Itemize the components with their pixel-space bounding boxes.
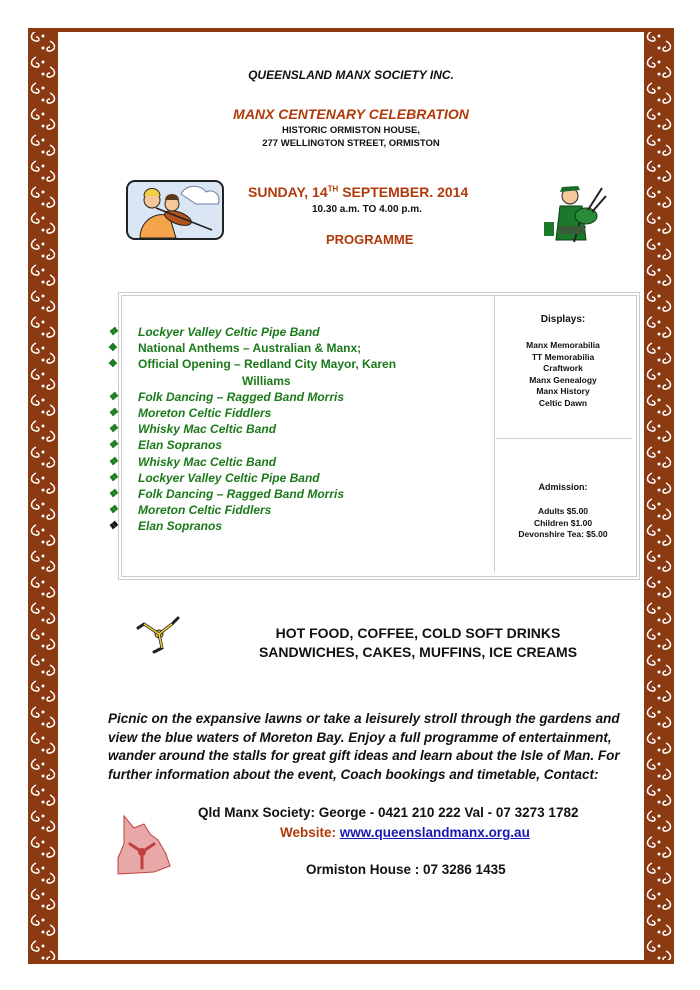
right-border-pattern bbox=[644, 28, 674, 964]
display-item: Craftwork bbox=[543, 363, 583, 373]
queensland-map-triskele-icon bbox=[114, 814, 172, 878]
website-line bbox=[280, 825, 640, 840]
programme-item: ❖ Moreton Celtic Fiddlers bbox=[108, 503, 272, 518]
venue-line-1: HISTORIC ORMISTON HOUSE, bbox=[282, 125, 420, 136]
admission-heading: Admission: bbox=[538, 482, 588, 492]
event-description: Picnic on the expansive lawns or take a leisurely stroll through the gardens and view the blue waters of Moreton Bay. Enjoy a full programme of entertainment, wander around the stalls for great gift ideas and learn about the Isle of Man. For further information about the event, Coach bookings and timetable, Contact: bbox=[108, 711, 620, 782]
programme-item: ❖ Moreton Celtic Fiddlers bbox=[108, 406, 272, 421]
diamond-bullet-icon: ❖ bbox=[108, 471, 118, 484]
triskele-icon bbox=[132, 614, 186, 654]
food-line-1: HOT FOOD, COFFEE, COLD SOFT DRINKS bbox=[275, 625, 561, 641]
left-scroll-ornament bbox=[28, 28, 58, 964]
programme-item: ❖ Elan Sopranos bbox=[108, 519, 223, 534]
display-item: Manx Memorabilia bbox=[526, 340, 600, 350]
admission-list bbox=[498, 506, 628, 541]
display-item: Manx Genealogy bbox=[529, 374, 597, 385]
displays-heading: Displays: bbox=[540, 314, 586, 325]
bagpiper-clipart-icon bbox=[540, 182, 608, 244]
programme-item: ❖ Lockyer Valley Celtic Pipe Band bbox=[108, 325, 320, 339]
diamond-bullet-icon: ❖ bbox=[108, 407, 118, 420]
event-date: SUNDAY, 14TH SEPTEMBER. 2014 bbox=[248, 184, 469, 200]
society-name: QUEENSLAND MANX SOCIETY INC. bbox=[248, 68, 454, 82]
programme-item: ❖ National Anthems – Australian & Manx; bbox=[108, 341, 362, 356]
diamond-bullet-icon: ❖ bbox=[108, 390, 118, 403]
programme-item: ❖ Official Opening – Redland City Mayor, Karen Williams bbox=[108, 357, 397, 388]
venue-line-2: 277 WELLINGTON STREET, ORMISTON bbox=[262, 138, 440, 149]
programme-item: ❖ Whisky Mac Celtic Band bbox=[108, 422, 277, 437]
diamond-bullet-icon: ❖ bbox=[108, 504, 118, 517]
diamond-bullet-icon: ❖ bbox=[108, 342, 118, 355]
diamond-bullet-icon: ❖ bbox=[108, 358, 118, 371]
diamond-bullet-icon: ❖ bbox=[108, 488, 118, 501]
admission-item: Devonshire Tea: $5.00 bbox=[518, 529, 608, 539]
programme-list bbox=[108, 324, 428, 535]
diamond-bullet-icon: ❖ bbox=[108, 326, 118, 338]
event-time: 10.30 a.m. TO 4.00 p.m. bbox=[312, 204, 422, 215]
food-line-2: SANDWICHES, CAKES, MUFFINS, ICE CREAMS bbox=[258, 644, 578, 660]
display-item: TT Memorabilia bbox=[531, 351, 595, 362]
venue-address bbox=[58, 124, 644, 150]
diamond-bullet-icon: ❖ bbox=[108, 423, 118, 436]
programme-item: ❖ Whisky Mac Celtic Band bbox=[108, 454, 277, 469]
programme-heading: PROGRAMME bbox=[326, 232, 414, 247]
admission-item: Adults $5.00 bbox=[537, 506, 589, 516]
diamond-bullet-icon: ❖ bbox=[108, 439, 118, 452]
bottom-border-line bbox=[28, 960, 674, 964]
food-offer bbox=[248, 624, 588, 662]
displays-list bbox=[498, 340, 628, 409]
flyer-content bbox=[58, 32, 644, 960]
programme-item: ❖ Elan Sopranos bbox=[108, 438, 223, 453]
fiddler-clipart-icon bbox=[126, 180, 224, 240]
programme-item: ❖ Lockyer Valley Celtic Pipe Band bbox=[108, 470, 320, 485]
website-label: Website: bbox=[280, 825, 337, 840]
ormiston-house-phone: Ormiston House : 07 3286 1435 bbox=[306, 862, 506, 877]
diamond-bullet-icon: ❖ bbox=[108, 455, 118, 468]
contact-phones: Qld Manx Society: George - 0421 210 222 Val - 07 3273 1782 bbox=[198, 805, 579, 820]
display-item: Manx History bbox=[536, 386, 590, 396]
website-link[interactable]: www.queenslandmanx.org.au bbox=[339, 825, 530, 840]
programme-item: ❖ Folk Dancing – Ragged Band Morris bbox=[108, 389, 345, 404]
left-border-pattern bbox=[28, 28, 58, 964]
right-scroll-ornament bbox=[644, 28, 674, 964]
diamond-bullet-icon: ❖ bbox=[108, 520, 118, 533]
programme-item: ❖ Folk Dancing – Ragged Band Morris bbox=[108, 487, 345, 502]
admission-item: Children $1.00 bbox=[533, 517, 593, 528]
event-title: MANX CENTENARY CELEBRATION bbox=[233, 106, 469, 122]
side-panel-hdivider bbox=[496, 438, 632, 442]
display-item: Celtic Dawn bbox=[538, 397, 588, 408]
